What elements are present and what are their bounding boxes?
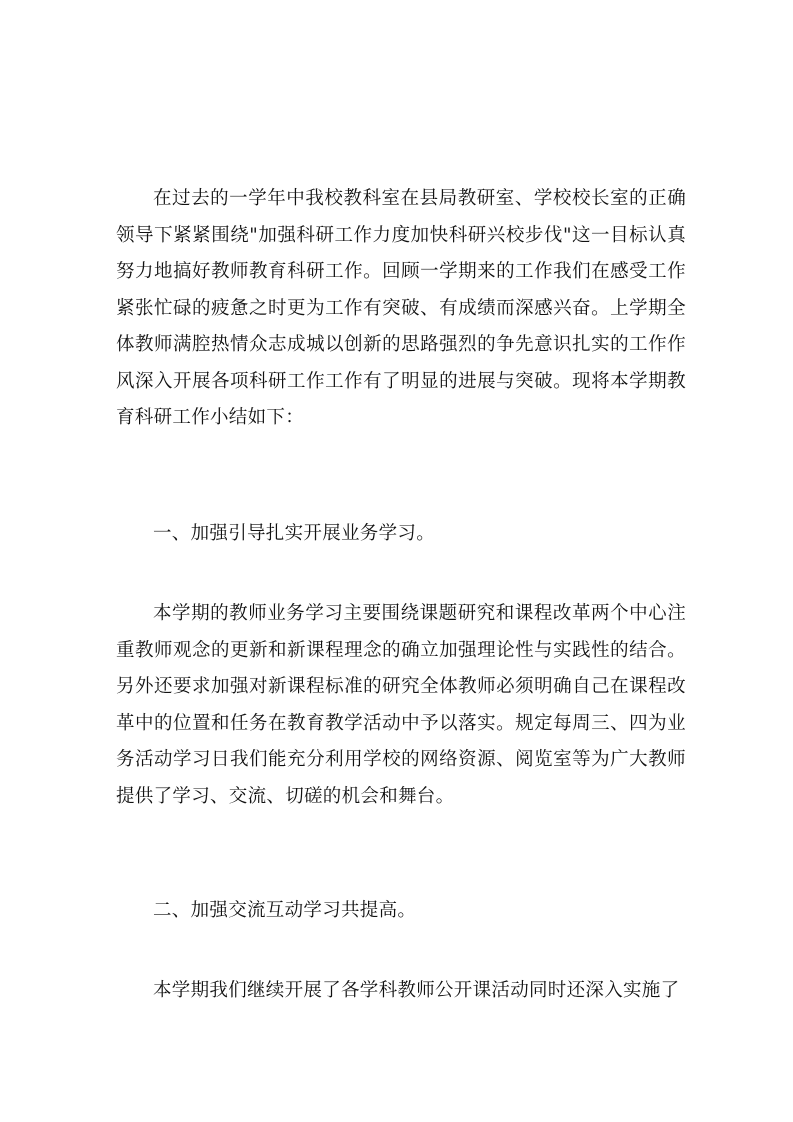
- section-heading-2: 二、加强交流互动学习共提高。: [153, 900, 417, 921]
- section-1-paragraph: 本学期的教师业务学习主要围绕课题研究和课程改革两个中心注重教师观念的更新和新课程理念的确立加强理论性与实践性的结合。另外还要求加强对新课程标准的研究全体教师必须明确自己在课程改革中的位置和任务在教育教学活动中予以落实。规定每周三、四为业务活动学习日我们能充分利用学校的网络资源、阅览室等为广大教师提供了学习、交流、切磋的机会和舞台。: [116, 603, 686, 807]
- section-heading-1: 一、加强引导扎实开展业务学习。: [153, 523, 436, 544]
- intro-paragraph: 在过去的一学年中我校教科室在县局教研室、学校校长室的正确领导下紧紧围绕"加强科研工作力度加快科研兴校步伐"这一目标认真努力地搞好教师教育科研工作。回顾一学期来的工作我们在感受工作紧张忙碌的疲惫之时更为工作有突破、有成绩而深感兴奋。上学期全体教师满腔热情众志成城以创新的思路强烈的争先意识扎实的工作作风深入开展各项科研工作工作有了明显的进展与突破。现将本学期教育科研工作小结如下：: [116, 188, 686, 428]
- section-2-paragraph: 本学期我们继续开展了各学科教师公开课活动同时还深入实施了: [153, 980, 680, 1001]
